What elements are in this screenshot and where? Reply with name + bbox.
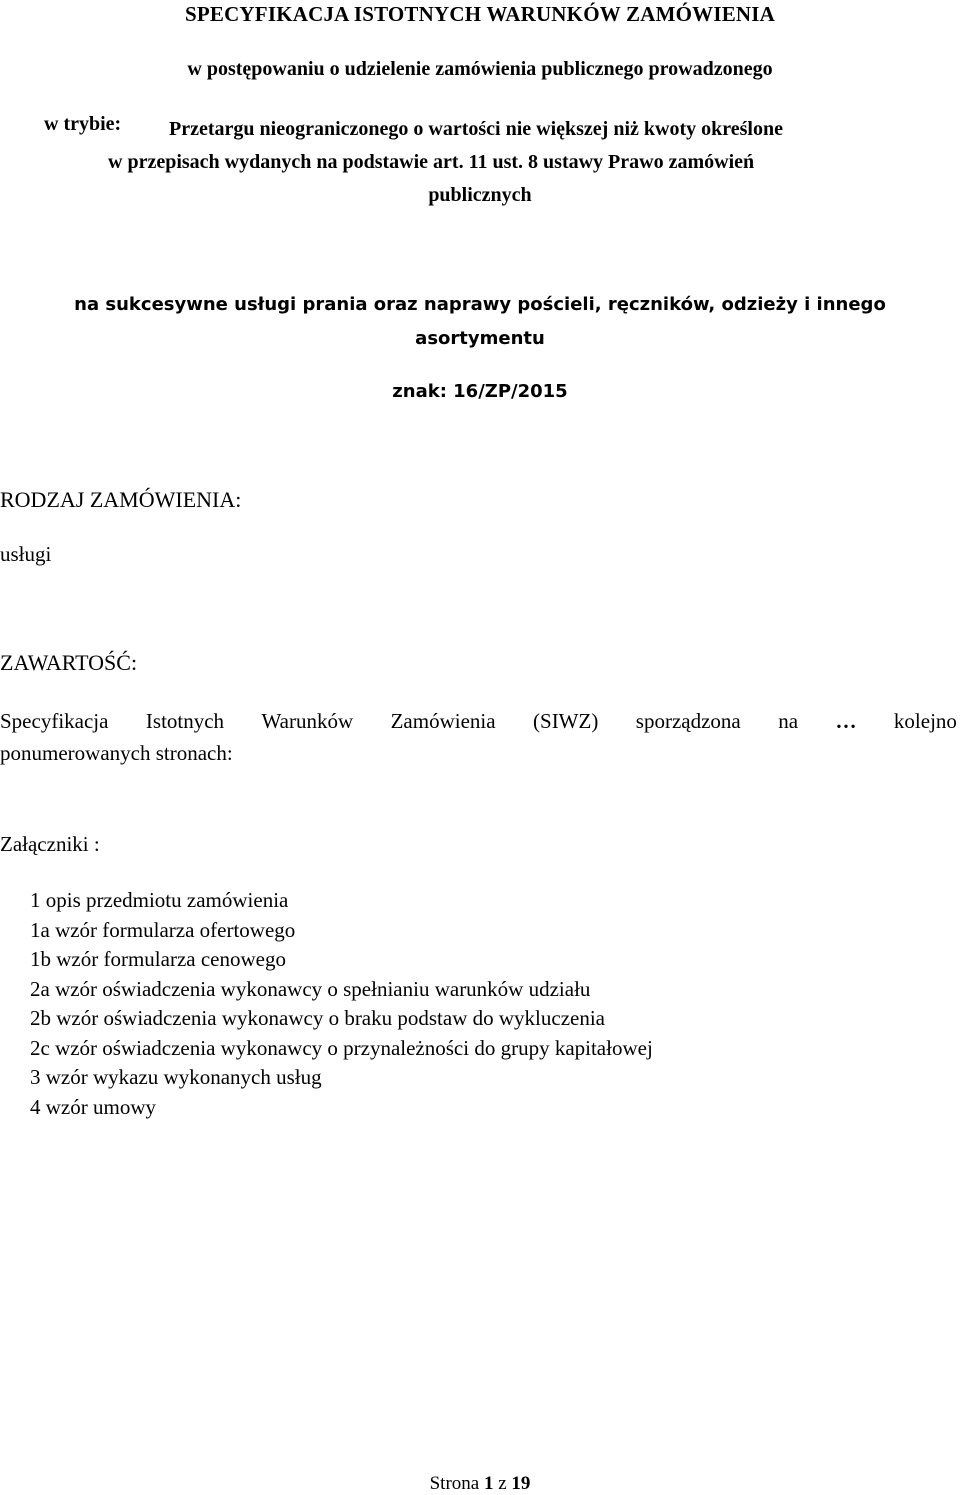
reference-number: znak: 16/ZP/2015	[392, 381, 568, 402]
footer-prefix: Strona	[429, 1473, 480, 1494]
contents-heading: ZAWARTOŚĆ:	[0, 650, 138, 675]
document-subtitle: w postępowaniu o udzielenie zamówienia publicznego prowadzonego	[187, 58, 773, 80]
procedure-mode-label: w trybie:	[44, 113, 122, 135]
procedure-mode-text	[108, 113, 948, 212]
order-type-heading: RODZAJ ZAMÓWIENIA:	[0, 487, 242, 512]
attachment-item: 4 wzór umowy	[30, 1094, 156, 1119]
contents-word: Specyfikacja	[0, 709, 109, 733]
contents-line-1	[0, 705, 957, 737]
footer-page-total: 19	[511, 1473, 531, 1494]
footer-page-number: 1	[483, 1473, 494, 1494]
order-subject	[60, 288, 900, 356]
procedure-mode-line-2: w przepisach wydanych na podstawie art. 11 ust. 8 ustawy Prawo zamówień	[108, 151, 755, 173]
contents-word: kolejno	[893, 709, 957, 733]
order-type-value: usługi	[0, 542, 52, 566]
attachments-heading: Załączniki :	[0, 832, 100, 856]
attachment-item: 3 wzór wykazu wykonanych usług	[30, 1065, 322, 1089]
order-subject-line-1: na sukcesywne usługi prania oraz naprawy pościeli, ręczników, odzieży i innego	[74, 294, 886, 315]
attachment-item: 1b wzór formularza cenowego	[30, 947, 286, 971]
contents-word: Zamówienia	[390, 709, 496, 733]
attachment-item: 1a wzór formularza ofertowego	[30, 917, 296, 942]
contents-word: …	[835, 709, 857, 733]
attachment-item: 2b wzór oświadczenia wykonawcy o braku podstaw do wykluczenia	[30, 1006, 605, 1030]
contents-word: Istotnych	[145, 709, 225, 733]
attachment-item: 2a wzór oświadczenia wykonawcy o spełnianiu warunków udziału	[30, 976, 591, 1001]
footer-separator: z	[498, 1473, 507, 1494]
contents-word: sporządzona	[635, 709, 741, 733]
procedure-mode-line-1: Przetargu nieograniczonego o wartości nie większej niż kwoty określone	[169, 118, 783, 140]
contents-word: Warunków	[261, 709, 354, 733]
contents-word: na	[778, 709, 799, 733]
order-subject-line-2: asortymentu	[415, 328, 545, 349]
attachments-list	[30, 886, 653, 1122]
attachment-item: 1 opis przedmiotu zamówienia	[30, 888, 289, 912]
document-title: SPECYFIKACJA ISTOTNYCH WARUNKÓW ZAMÓWIENIA	[184, 2, 776, 26]
procedure-mode-line-3: publicznych	[428, 184, 532, 206]
attachment-item: 2c wzór oświadczenia wykonawcy o przynależności do grupy kapitałowej	[30, 1035, 653, 1060]
contents-word: (SIWZ)	[533, 709, 599, 733]
contents-description	[0, 705, 957, 769]
page-footer	[0, 1473, 960, 1495]
contents-line-2: ponumerowanych stronach:	[0, 741, 233, 765]
